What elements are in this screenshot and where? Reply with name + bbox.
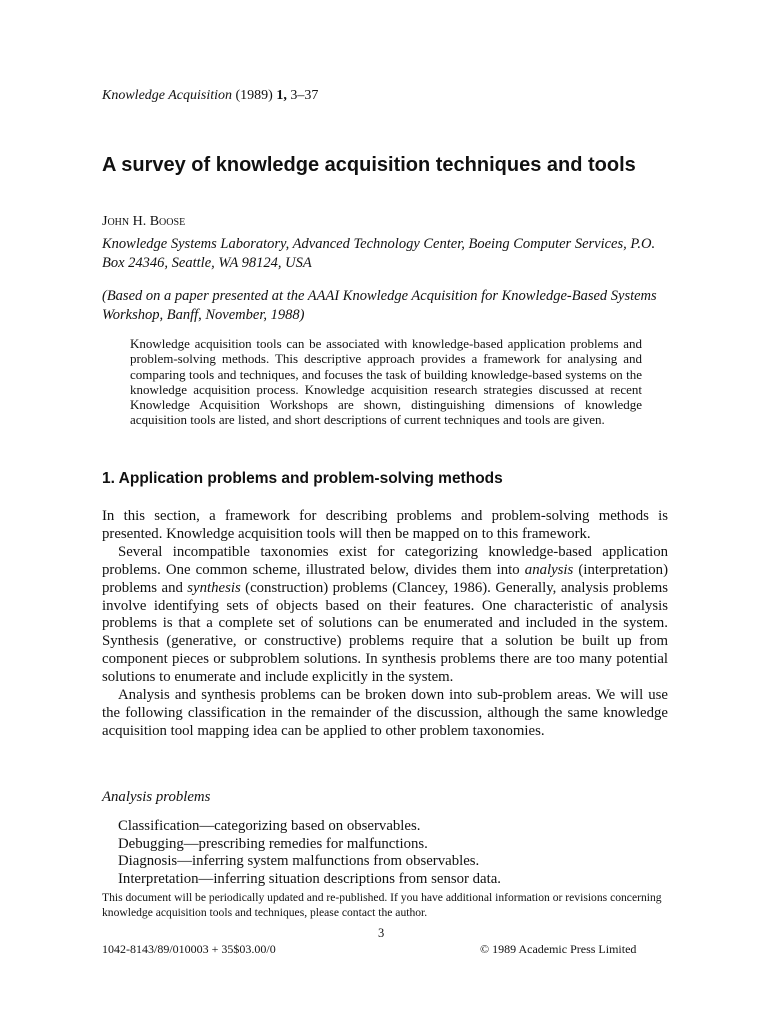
paragraph-text: Several incompatible taxonomies exist for categorizing knowledge-based application problems. One common scheme, illustrated below, divides them into (102, 543, 668, 578)
article-title: A survey of knowledge acquisition techniques and tools (102, 154, 636, 176)
paragraph (102, 544, 668, 687)
author-name: John H. Boose (102, 214, 186, 229)
journal-name: Knowledge Acquisition (102, 88, 233, 103)
copyright-notice: © 1989 Academic Press Limited (480, 942, 637, 956)
paragraph: In this section, a framework for describing problems and problem-solving methods is presented. Knowledge acquisition tools will then be mapped on to this framework. (102, 508, 668, 542)
subsection-heading: Analysis problems (102, 789, 211, 805)
paragraph-text: (construction) problems (Clancey, 1986). Generally, analysis problems involve identifying sets of objects based on their features. One characteristic of analysis problems is that a complete set of solutions can be enumerated and included in the system. Synthesis (generative, or constructive) problems require that a solution be built up from component pieces or subproblem solutions. In synthesis problems there are too many potential solutions to enumerate and include explicitly in the system. (102, 579, 668, 686)
paragraph-text: (interpretation) problems and (102, 561, 668, 596)
paragraph: Analysis and synthesis problems can be broken down into sub-problem areas. We will use the following classification in the remainder of the discussion, although the same knowledge acquisition tool mapping idea can be applied to other problem taxonomies. (102, 687, 668, 739)
author-affiliation: Knowledge Systems Laboratory, Advanced Technology Center, Boeing Computer Services, P.O. Box 24346, Seattle, WA 98124, USA (102, 236, 656, 271)
list-item: Classification—categorizing based on observables. (118, 818, 421, 834)
abstract: Knowledge acquisition tools can be associated with knowledge-based application problems and problem-solving methods. This descriptive approach provides a framework for analysing and comparing tools and techniques, and focuses the task of building knowledge-based systems on the knowledge acquisition process. Knowledge acquisition research strategies discussed at recent Knowledge Acquisition Workshops are shown, distinguishing dimensions of knowledge acquisition tools are listed, and short descriptions of current techniques and tools are given. (130, 336, 642, 428)
list-item: Interpretation—inferring situation descriptions from sensor data. (118, 870, 501, 887)
list-item: Diagnosis—inferring system malfunctions from observables. (118, 853, 480, 869)
journal-citation (102, 88, 318, 104)
journal-pages: 3–37 (290, 88, 319, 103)
term-synthesis: synthesis (187, 579, 241, 596)
page-number: 3 (378, 926, 385, 940)
list-item: Debugging—prescribing remedies for malfunctions. (118, 835, 428, 852)
presentation-note: (Based on a paper presented at the AAAI Knowledge Acquisition for Knowledge-Based Systems Workshop, Banff, November, 1988) (102, 288, 657, 323)
section-heading: 1. Application problems and problem-solving methods (102, 470, 503, 487)
term-analysis: analysis (524, 561, 574, 578)
footnote: This document will be periodically updated and re-published. If you have additional information or revisions concerning knowledge acquisition tools and techniques, please contact the author. (102, 891, 662, 919)
section-body (102, 508, 668, 741)
issn-code: 1042-8143/89/010003 + 35$03.00/0 (102, 942, 276, 956)
journal-volume: 1, (276, 88, 287, 103)
analysis-problems-list (118, 818, 501, 888)
journal-year: (1989) (235, 88, 273, 103)
